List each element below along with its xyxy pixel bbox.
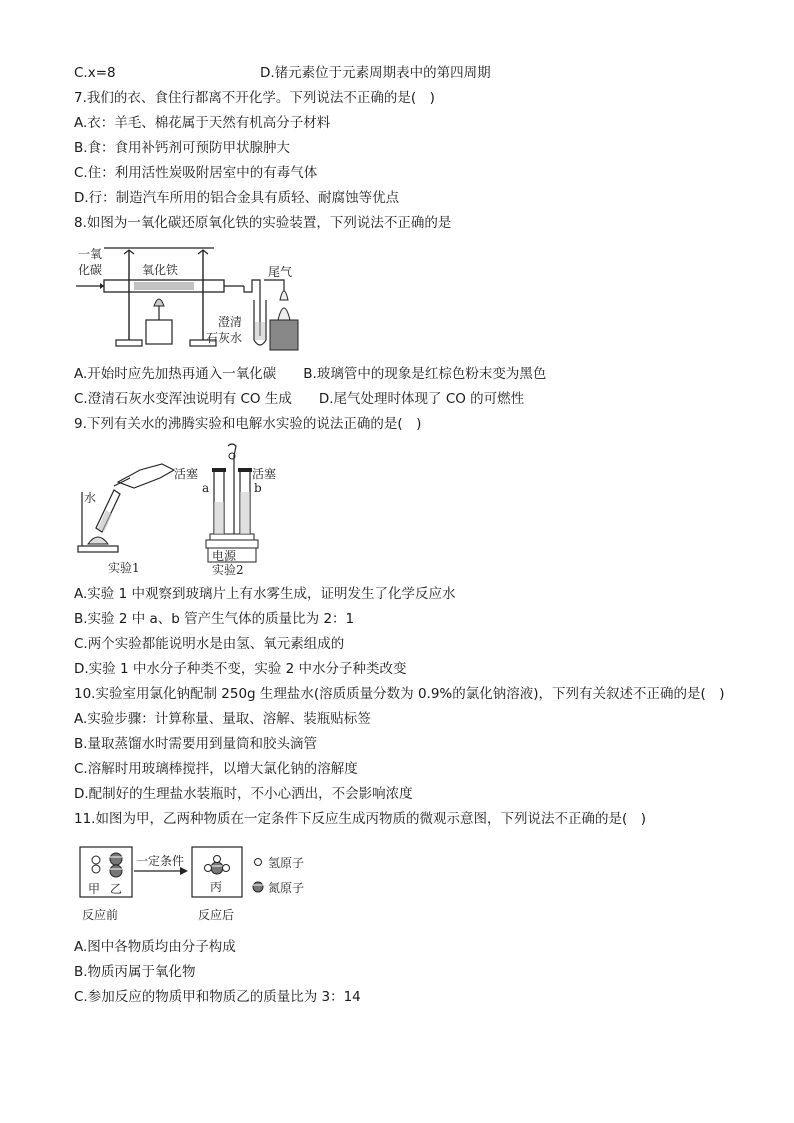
q9-label-b: b xyxy=(254,481,262,495)
q7-option-b: B.食：食用补钙剂可预防甲状腺肿大 xyxy=(74,140,291,156)
q10-stem: 10.实验室用氯化钠配制 250g 生理盐水(溶质质量分数为 0.9%的氯化钠溶液)，下列有关叙述不正确的是( ) xyxy=(74,686,725,702)
q10-option-a: A.实验步骤：计算称量、量取、溶解、装瓶贴标签 xyxy=(74,711,371,727)
q11-legend-h-atom: 氢原子 xyxy=(268,856,305,870)
q9-option-d: D.实验 1 中水分子种类不变，实验 2 中水分子种类改变 xyxy=(74,661,407,677)
q11-label-condition: 一定条件 xyxy=(136,854,185,868)
q8-figure-co-reduction-apparatus xyxy=(74,240,314,356)
q8-stem: 8.如图为一氧化碳还原氧化铁的实验装置，下列说法不正确的是 xyxy=(74,215,452,231)
q6-option-d: D.锗元素位于元素周期表中的第四周期 xyxy=(260,65,491,81)
q9-label-power: 电源 xyxy=(212,549,237,563)
q7-option-d: D.行：制造汽车所用的铝合金具有质轻、耐腐蚀等优点 xyxy=(74,190,400,206)
q7-option-a: A.衣：羊毛、棉花属于天然有机高分子材料 xyxy=(74,115,331,131)
q8-label-iron-oxide: 氧化铁 xyxy=(142,263,179,277)
q9-label-water: 水 xyxy=(84,491,97,505)
q8-label-co-line2: 化碳 xyxy=(78,263,103,277)
q11-label-jia: 甲 xyxy=(88,882,101,896)
q9-stem: 9.下列有关水的沸腾实验和电解水实验的说法正确的是( ) xyxy=(74,416,422,432)
q11-label-bing: 丙 xyxy=(210,880,223,894)
q11-option-a: A.图中各物质均由分子构成 xyxy=(74,939,236,955)
q9-option-c: C.两个实验都能说明水是由氢、氧元素组成的 xyxy=(74,636,345,652)
q9-figure-boiling-and-electrolysis xyxy=(74,442,294,578)
q11-option-b: B.物质丙属于氧化物 xyxy=(74,964,196,980)
q8-label-limewater-line1: 澄清 xyxy=(218,315,243,329)
q10-option-b: B.量取蒸馏水时需要用到量筒和胶头滴管 xyxy=(74,736,318,752)
q9-label-exp1: 实验1 xyxy=(108,561,140,575)
q9-option-a: A.实验 1 中观察到玻璃片上有水雾生成，证明发生了化学反应水 xyxy=(74,586,456,602)
q11-stem: 11.如图为甲，乙两种物质在一定条件下反应生成丙物质的微观示意图，下列说法不正确的是( ) xyxy=(74,811,647,827)
q7-stem: 7.我们的衣、食住行都离不开化学。下列说法不正确的是( ) xyxy=(74,90,435,106)
q10-option-d: D.配制好的生理盐水装瓶时，不小心洒出，不会影响浓度 xyxy=(74,786,413,802)
q8-label-limewater-line2: 石灰水 xyxy=(206,331,243,345)
q9-label-a: a xyxy=(202,481,210,495)
q11-label-after: 反应后 xyxy=(198,908,235,922)
q11-figure-molecular-reaction xyxy=(74,843,324,927)
q9-label-exp2: 实验2 xyxy=(212,563,244,577)
q8-options-ab: A.开始时应先加热再通入一氧化碳 B.玻璃管中的现象是红棕色粉末变为黑色 xyxy=(74,366,547,382)
q9-label-valve-left: 活塞 xyxy=(174,467,199,481)
q7-option-c: C.住：利用活性炭吸附居室中的有毒气体 xyxy=(74,165,318,181)
q10-option-c: C.溶解时用玻璃棒搅拌，以增大氯化钠的溶解度 xyxy=(74,761,358,777)
q9-label-valve-right: 活塞 xyxy=(252,467,277,481)
q11-label-yi: 乙 xyxy=(110,882,123,896)
q11-legend-n-atom: 氮原子 xyxy=(268,881,305,895)
q11-label-before: 反应前 xyxy=(82,908,119,922)
q8-label-co-line1: 一氧 xyxy=(78,247,103,261)
q11-option-c: C.参加反应的物质甲和物质乙的质量比为 3：14 xyxy=(74,989,361,1005)
q8-options-cd: C.澄清石灰水变浑浊说明有 CO 生成 D.尾气处理时体现了 CO 的可燃性 xyxy=(74,391,525,407)
q8-label-tail-gas: 尾气 xyxy=(268,265,293,279)
q9-option-b: B.实验 2 中 a、b 管产生气体的质量比为 2：1 xyxy=(74,611,355,627)
q6-option-c: C.x=8 xyxy=(74,65,116,81)
